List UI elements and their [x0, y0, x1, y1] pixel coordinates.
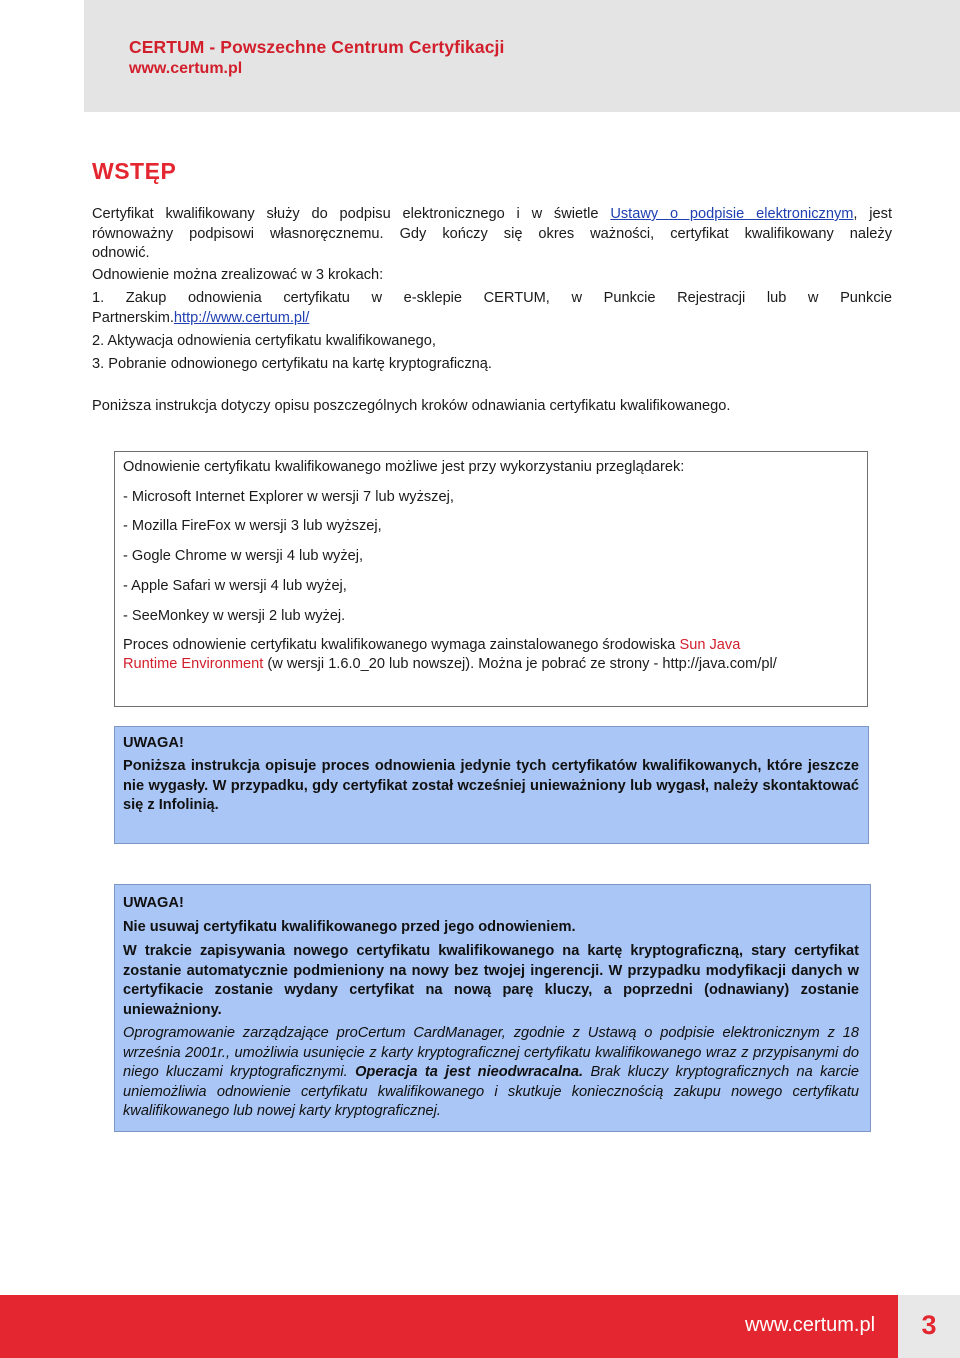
instruction-note: Poniższa instrukcja dotyczy opisu poszczególnych kroków odnawiania certyfikatu kwalifikowanego. [92, 398, 731, 414]
para3-text-end: Brak kluczy kryptograficznych na karcie uniemożliwia odnowienie certyfikatu kwalifikowanego i skutkuje koniecznością zakupu nowego certyfikatu kwalifikowanego lub nowej karty kryptograficznej. [123, 1064, 860, 1119]
step-1-continued [92, 308, 892, 328]
footer-url: www.certum.pl [745, 1314, 876, 1336]
section-heading: WSTĘP [92, 158, 177, 184]
para3-emphasis: Operacja ta jest nieodwracalna. [355, 1064, 584, 1080]
intro-text-end: , jest [853, 206, 892, 222]
intro-text: Certyfikat kwalifikowany służy do podpisu elektronicznego i w świetle [92, 206, 599, 222]
page-number: 3 [921, 1310, 937, 1340]
browser-item: - Gogle Chrome w wersji 4 lub wyżej, [123, 548, 364, 564]
warning-2-title: UWAGA! [123, 895, 184, 911]
page-header [0, 0, 960, 112]
java-requirement-line2 [123, 655, 777, 674]
java-text: Proces odnowienie certyfikatu kwalifikowanego wymaga zainstalowanego środowiska [123, 637, 676, 653]
header-url: www.certum.pl [129, 60, 243, 77]
java-requirement-line1 [123, 636, 740, 655]
steps-intro: Odnowienie można zrealizować w 3 krokach: [92, 267, 384, 283]
intro-paragraph-line3: odnowić. [92, 245, 150, 261]
warning-2-line1: Nie usuwaj certyfikatu kwalifikowanego przed jego odnowieniem. [123, 919, 576, 935]
browser-item: - SeeMonkey w wersji 2 lub wyżej. [123, 608, 346, 624]
intro-paragraph-line1 [92, 204, 892, 224]
browser-item: - Microsoft Internet Explorer w wersji 7 lub wyższej, [123, 489, 454, 505]
java-download-text: (w wersji 1.6.0_20 lub nowszej). Można je pobrać ze strony - http://java.com/pl/ [263, 656, 777, 672]
certum-link[interactable]: http://www.certum.pl/ [173, 310, 310, 326]
browser-item: - Mozilla FireFox w wersji 3 lub wyższej, [123, 518, 382, 534]
browser-item: - Apple Safari w wersji 4 lub wyżej, [123, 578, 347, 594]
warning-1-text: Poniższa instrukcja opisuje proces odnowienia jedynie tych certyfikatów kwalifikowanych, które jeszcze nie wygasły. W przypadku, gdy certyfikat został wcześniej unieważniony lub wygasł, należy skontaktować się z Infolinią. [123, 758, 859, 813]
para3-text: Oprogramowanie zarządzające proCertum CardManager, zgodnie z Ustawą o podpisie elektronicznym z 18 września 2001r., umożliwia usunięcie z karty kryptograficznej certyfikatu kwalifikowanego wraz z przypisanymi do niego kluczami kryptograficznymi. [123, 1025, 859, 1080]
law-link[interactable]: Ustawy o podpisie elektronicznym [610, 206, 854, 222]
warning-2-para3 [123, 1024, 859, 1122]
step-2: 2. Aktywacja odnowienia certyfikatu kwalifikowanego, [92, 333, 436, 349]
intro-paragraph-line2: równoważny podpisowi własnoręcznemu. Gdy kończy się okres ważności, certyfikat kwalifikowany należy [92, 226, 892, 242]
warning-2-para2: W trakcie zapisywania nowego certyfikatu kwalifikowanego na kartę kryptograficzną, stary certyfikat zostanie automatycznie podmieniony na nowy bez twojej ingerencji. W przypadku modyfikacji danych w certyfikacie zostanie wydany certyfikat na nową parę kluczy, a poprzedni (odnawiany) zostanie unieważniony. [123, 943, 859, 1018]
step-1-text: Partnerskim. [92, 310, 174, 326]
browsers-intro: Odnowienie certyfikatu kwalifikowanego możliwe jest przy wykorzystaniu przeglądarek: [123, 459, 685, 475]
java-name-continued: Runtime Environment [123, 656, 264, 672]
header-title: CERTUM - Powszechne Centrum Certyfikacji [129, 37, 505, 57]
warning-1-title: UWAGA! [123, 735, 184, 751]
step-3: 3. Pobranie odnowionego certyfikatu na kartę kryptograficzną. [92, 356, 492, 372]
step-1: 1. Zakup odnowienia certyfikatu w e-sklepie CERTUM, w Punkcie Rejestracji lub w Punkcie [92, 290, 892, 306]
java-name: Sun Java [679, 637, 741, 653]
header-margin [0, 0, 84, 112]
